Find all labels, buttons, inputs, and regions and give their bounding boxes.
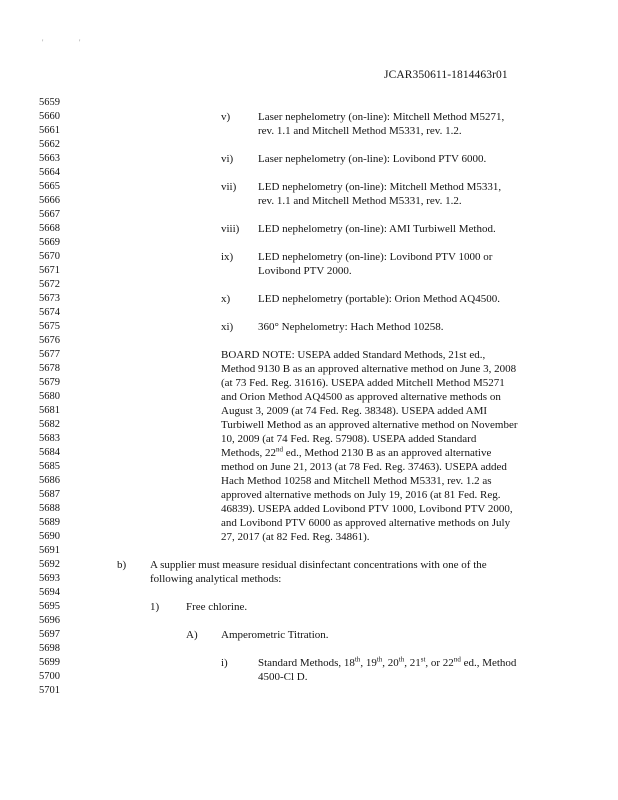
method-text: rev. 1.1 and Mitchell Method M5331, rev. 1.2. [258, 125, 462, 137]
board-note-line: BOARD NOTE: USEPA added Standard Methods, 21st ed., [221, 349, 486, 361]
board-note-line: and Orion Method AQ4500 as approved alternative methods on [221, 391, 501, 403]
method-label: x) [221, 293, 231, 305]
line-number: 5691 [39, 545, 60, 556]
line-number: 5677 [39, 349, 60, 360]
method-text: Lovibond PTV 2000. [258, 265, 352, 277]
board-note-line: August 3, 2009 (at 74 Fed. Reg. 38348). USEPA added AMI [221, 405, 488, 417]
section-text: following analytical methods: [150, 573, 282, 585]
line-number: 5693 [39, 573, 60, 584]
item-text: 4500-Cl D. [258, 671, 308, 683]
method-text: 360° Nephelometry: Hach Method 10258. [258, 321, 444, 333]
line-number: 5659 [39, 97, 60, 108]
board-note-line: approved alternative methods on July 19, 2016 (at 81 Fed. Reg. [221, 489, 501, 501]
line-number: 5696 [39, 615, 60, 626]
board-note-line: Hach Method 10258 and Mitchell Method M5331, rev. 1.2 as [221, 475, 492, 487]
board-note-line: method on June 21, 2013 (at 78 Fed. Reg. 37463). USEPA added [221, 461, 507, 473]
line-number: 5663 [39, 153, 60, 164]
ordinal-suffix: th [376, 655, 383, 664]
line-number: 5661 [39, 125, 60, 136]
method-label: vi) [221, 153, 234, 165]
method-text: rev. 1.1 and Mitchell Method M5331, rev. 1.2. [258, 195, 462, 207]
item-label: i) [221, 657, 228, 669]
section-label: b) [117, 559, 127, 571]
line-number: 5673 [39, 293, 60, 304]
line-number: 5667 [39, 209, 60, 220]
stray-mark: ' [42, 38, 44, 47]
line-number: 5662 [39, 139, 60, 150]
method-label: xi) [221, 321, 234, 333]
line-number: 5666 [39, 195, 60, 206]
method-text: LED nephelometry (on-line): Mitchell Method M5331, [258, 181, 502, 193]
line-number: 5679 [39, 377, 60, 388]
line-number: 5687 [39, 489, 60, 500]
board-note-text: ed., Method 2130 B as an approved alternative [283, 447, 492, 459]
line-number: 5680 [39, 391, 60, 402]
board-note-line: and Lovibond PTV 6000 as approved alternative methods on July [221, 517, 511, 529]
method-label: viii) [221, 223, 240, 235]
line-number: 5674 [39, 307, 60, 318]
item-text-part: , 19 [360, 657, 377, 669]
line-number: 5671 [39, 265, 60, 276]
line-number: 5694 [39, 587, 60, 598]
line-number: 5676 [39, 335, 60, 346]
method-text: LED nephelometry (on-line): Lovibond PTV 1000 or [258, 251, 493, 263]
board-note-line [221, 447, 491, 460]
line-number: 5672 [39, 279, 60, 290]
item-text-part: , 20 [382, 657, 399, 669]
line-number: 5682 [39, 419, 60, 430]
line-number: 5695 [39, 601, 60, 612]
board-note-line: 10, 2009 (at 74 Fed. Reg. 57908). USEPA added Standard [221, 433, 477, 445]
line-number: 5697 [39, 629, 60, 640]
line-number: 5669 [39, 237, 60, 248]
line-number: 5689 [39, 517, 60, 528]
line-number: 5665 [39, 181, 60, 192]
method-text: LED nephelometry (on-line): AMI Turbiwell Method. [258, 223, 496, 235]
line-number: 5701 [39, 685, 60, 696]
line-number: 5685 [39, 461, 60, 472]
line-number: 5675 [39, 321, 60, 332]
method-text: Laser nephelometry (on-line): Lovibond PTV 6000. [258, 153, 487, 165]
board-note-line: Method 9130 B as an approved alternative method on June 3, 2008 [221, 363, 517, 375]
board-note-text: Methods, 22 [221, 447, 276, 459]
item-text [258, 657, 516, 670]
method-label: ix) [221, 251, 234, 263]
line-number: 5670 [39, 251, 60, 262]
line-number: 5692 [39, 559, 60, 570]
line-number: 5698 [39, 643, 60, 654]
line-number: 5660 [39, 111, 60, 122]
line-number: 5688 [39, 503, 60, 514]
ordinal-suffix: th [398, 655, 405, 664]
line-number: 5700 [39, 671, 60, 682]
item-text-part: , or 22 [425, 657, 454, 669]
item-text: Free chlorine. [186, 601, 248, 613]
item-label: A) [186, 629, 198, 641]
line-number: 5668 [39, 223, 60, 234]
method-text: Laser nephelometry (on-line): Mitchell Method M5271, [258, 111, 505, 123]
line-number: 5678 [39, 363, 60, 374]
line-number: 5686 [39, 475, 60, 486]
board-note-line: Turbiwell Method as an approved alternative method on November [221, 419, 518, 431]
method-label: vii) [221, 181, 237, 193]
board-note-line: (at 73 Fed. Reg. 31616). USEPA added Mitchell Method M5271 [221, 377, 505, 389]
ordinal-suffix: th [354, 655, 361, 664]
stray-mark: ' [79, 38, 81, 47]
line-number: 5684 [39, 447, 60, 458]
item-text-part: ed., Method [460, 657, 517, 669]
method-text: LED nephelometry (portable): Orion Method AQ4500. [258, 293, 500, 305]
line-number: 5664 [39, 167, 60, 178]
section-text: A supplier must measure residual disinfectant concentrations with one of the [150, 559, 487, 571]
line-number: 5699 [39, 657, 60, 668]
board-note-line: 46839). USEPA added Lovibond PTV 1000, Lovibond PTV 2000, [221, 503, 513, 515]
line-number: 5690 [39, 531, 60, 542]
document-header-id: JCAR350611-1814463r01 [384, 69, 508, 81]
item-text-part: , 21 [404, 657, 421, 669]
item-label: 1) [150, 601, 160, 613]
item-text: Amperometric Titration. [221, 629, 329, 641]
ordinal-suffix: st [420, 655, 426, 664]
line-number: 5681 [39, 405, 60, 416]
line-number: 5683 [39, 433, 60, 444]
ordinal-suffix: nd [276, 445, 283, 454]
board-note-line: 27, 2017 (at 82 Fed. Reg. 34861). [221, 531, 370, 543]
ordinal-suffix: nd [453, 655, 461, 664]
item-text-part: Standard Methods, 18 [258, 657, 355, 669]
method-label: v) [221, 111, 231, 123]
